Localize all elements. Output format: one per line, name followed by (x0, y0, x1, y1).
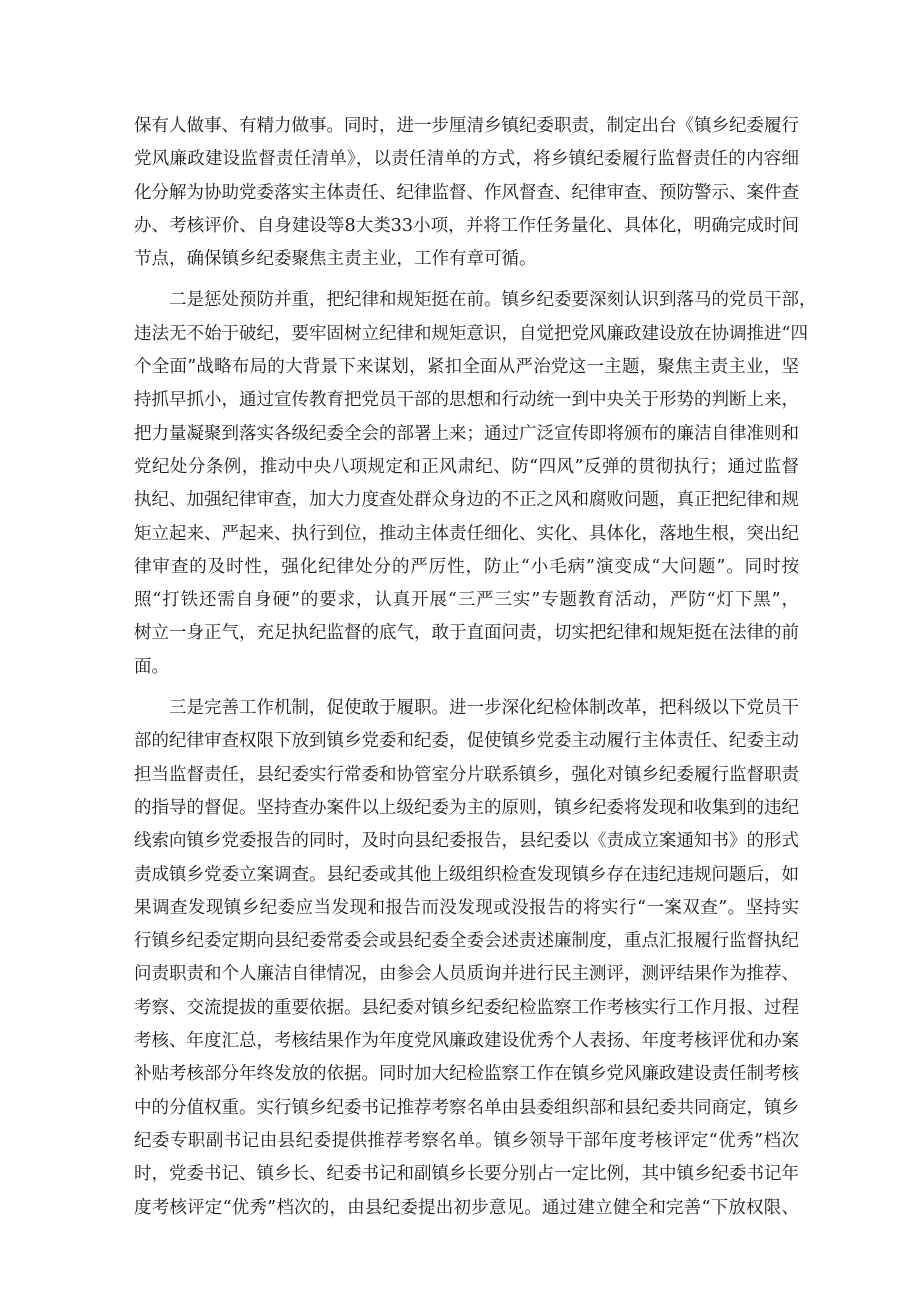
paragraph-2 (134, 284, 817, 684)
text-line: 保有人做事、有精力做事。同时，进一步厘清乡镇纪委职责，制定出台《镇乡纪委履行 (134, 116, 799, 136)
text-line: 党纪处分条例，推动中央八项规定和正风肃纪、防“四风”反弹的贯彻执行；通过监督 (134, 456, 799, 477)
text-line: 部的纪律审查权限下放到镇乡党委和纪委，促使镇乡党委主动履行主体责任、纪委主动 (134, 731, 799, 752)
text-line: 行镇乡纪委定期向县纪委常委会或县纪委全委会述责述廉制度，重点汇报履行监督执纪 (134, 931, 799, 952)
text-line: 问责职责和个人廉洁自律情况，由参会人员质询并进行民主测评，测评结果作为推荐、 (134, 964, 799, 985)
text-line: 纪委专职副书记由县纪委提供推荐考察名单。镇乡领导干部年度考核评定“优秀”档次 (134, 1130, 799, 1151)
text-line: 矩立起来、严起来、执行到位，推动主体责任细化、实化、具体化，落地生根，突出纪 (134, 523, 799, 544)
paragraph-1 (134, 110, 799, 276)
text-line: 违法无不始于破纪，要牢固树立纪律和规矩意识，自觉把党风廉政建设放在协调推进“四 (134, 323, 808, 344)
text-line: 果调查发现镇乡纪委应当发现和报告而没发现或没报告的将实行“一案双查”。坚持实 (134, 897, 799, 918)
text-line: 办、考核评价、自身建设等8大类33小项，并将工作任务量化、具体化，明确完成时间 (134, 215, 799, 236)
text-line: 节点，确保镇乡纪委聚焦主责主业，工作有章可循。 (134, 249, 537, 270)
text-line: 的指导的督促。坚持查办案件以上级纪委为主的原则，镇乡纪委将发现和收集到的违纪 (134, 797, 799, 818)
text-line: 三是完善工作机制，促使敢于履职。进一步深化纪检体制改革，把科级以下党员干 (134, 698, 799, 719)
text-line: 化分解为协助党委落实主体责任、纪律监督、作风督查、纪律审查、预防警示、案件查 (134, 182, 799, 203)
text-line: 时，党委书记、镇乡长、纪委书记和副镇乡长要分别占一定比例，其中镇乡纪委书记年 (134, 1164, 799, 1185)
text-line: 考察、交流提拔的重要依据。县纪委对镇乡纪委纪检监察工作考核实行工作月报、过程 (134, 997, 799, 1018)
text-line: 度考核评定“优秀”档次的，由县纪委提出初步意见。通过建立健全和完善“下放权限、 (134, 1197, 799, 1218)
text-line: 律审查的及时性，强化纪律处分的严厉性，防止“小毛病”演变成“大问题”。同时按 (134, 556, 799, 577)
text-line: 二是惩处预防并重，把纪律和规矩挺在前。镇乡纪委要深刻认识到落马的党员干部， (134, 290, 817, 311)
text-line: 党风廉政建设监督责任清单》，以责任清单的方式，将乡镇纪委履行监督责任的内容细 (134, 149, 799, 170)
text-line: 持抓早抓小，通过宣传教育把党员干部的思想和行动统一到中央关于形势的判断上来， (134, 390, 799, 411)
text-line: 树立一身正气，充足执纪监督的底气，敢于直面问责，切实把纪律和规矩挺在法律的前 (134, 623, 799, 644)
text-line: 把力量凝聚到落实各级纪委全会的部署上来；通过广泛宣传即将颁布的廉洁自律准则和 (134, 423, 799, 444)
text-line: 执纪、加强纪律审查，加大力度查处群众身边的不正之风和腐败问题，真正把纪律和规 (134, 490, 799, 511)
text-line: 照“打铁还需自身硬”的要求，认真开展“三严三实”专题教育活动，严防“灯下黑”， (134, 590, 799, 611)
text-line: 面。 (134, 656, 169, 677)
text-line: 担当监督责任，县纪委实行常委和协管室分片联系镇乡，强化对镇乡纪委履行监督职责 (134, 764, 799, 785)
text-line: 中的分值权重。实行镇乡纪委书记推荐考察名单由县委组织部和县纪委共同商定，镇乡 (134, 1097, 799, 1118)
text-line: 个全面”战略布局的大背景下来谋划，紧扣全面从严治党这一主题，聚焦主责主业，坚 (134, 357, 799, 378)
text-line: 考核、年度汇总，考核结果作为年度党风廉政建设优秀个人表扬、年度考核评优和办案 (134, 1031, 799, 1052)
paragraph-3 (134, 692, 799, 1225)
document-body (134, 110, 817, 1225)
text-line: 补贴考核部分年终发放的依据。同时加大纪检监察工作在镇乡党风廉政建设责任制考核 (134, 1064, 799, 1085)
text-line: 线索向镇乡党委报告的同时，及时向县纪委报告，县纪委以《责成立案通知书》的形式 (134, 831, 799, 852)
text-line: 责成镇乡党委立案调查。县纪委或其他上级组织检查发现镇乡存在违纪违规问题后，如 (134, 864, 799, 885)
